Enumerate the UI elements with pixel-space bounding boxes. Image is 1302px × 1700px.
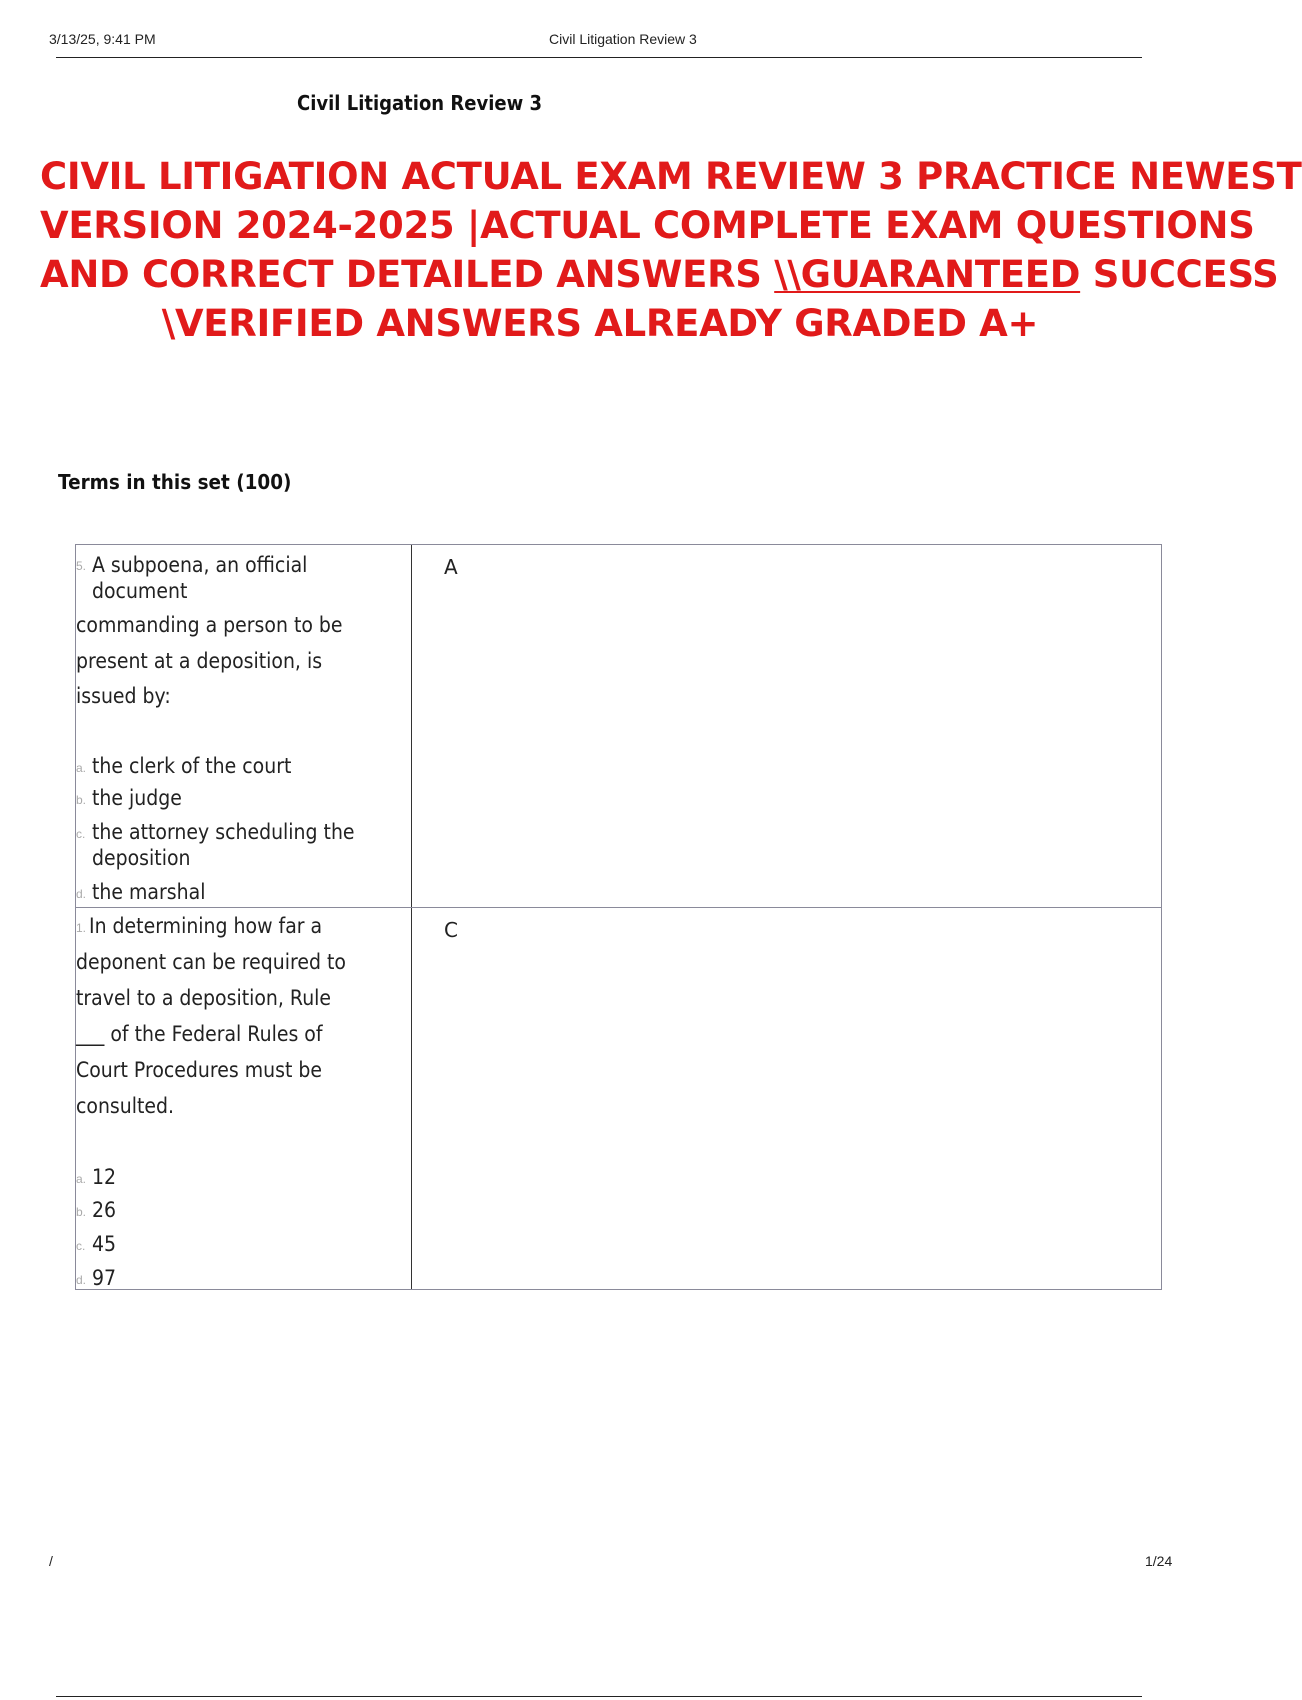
answer-cell	[412, 908, 1161, 1289]
option-marker: d.	[76, 1273, 87, 1287]
option-marker: c.	[76, 1239, 86, 1253]
flashcards-table	[75, 544, 1162, 1290]
headline-line-4: \VERIFIED ANSWERS ALREADY GRADED A+	[161, 302, 1039, 345]
question-text-line: document	[92, 579, 188, 603]
headline-line-3-start: AND CORRECT DETAILED ANSWERS	[40, 253, 775, 296]
question-number-marker: 1.	[76, 921, 87, 935]
option-text: 26	[92, 1198, 117, 1222]
question-text-line: issued by:	[76, 684, 171, 708]
option-marker: a.	[76, 1172, 87, 1186]
option-marker: a.	[76, 761, 87, 775]
question-text-line: ___ of the Federal Rules of	[76, 1022, 323, 1046]
headline-underlined-word: \\GUARANTEED	[774, 253, 1081, 296]
header-divider	[56, 57, 1142, 58]
headline-line-2: VERSION 2024-2025 |ACTUAL COMPLETE EXAM QUESTIONS	[40, 204, 1255, 247]
option-marker: c.	[76, 827, 86, 841]
footer-url: /	[49, 1553, 53, 1569]
option-text: deposition	[92, 846, 191, 870]
option-marker: b.	[76, 793, 87, 807]
option-marker: b.	[76, 1205, 87, 1219]
answer-text: C	[444, 918, 458, 942]
print-title: Civil Litigation Review 3	[549, 31, 697, 47]
print-header	[49, 29, 1142, 57]
question-text-line: commanding a person to be	[76, 613, 343, 637]
document-headline	[40, 152, 1302, 348]
option-text: the attorney scheduling the	[92, 820, 355, 844]
headline-line-3-end: SUCCESS	[1080, 253, 1279, 296]
table-row	[76, 545, 1161, 908]
answer-text: A	[444, 555, 458, 579]
option-text: 97	[92, 1266, 117, 1290]
option-marker: d.	[76, 887, 87, 901]
document-subtitle: Civil Litigation Review 3	[297, 91, 542, 115]
question-text-line: travel to a deposition, Rule	[76, 986, 332, 1010]
table-row	[76, 908, 1161, 1289]
headline-line-3	[40, 250, 1279, 299]
headline-line-1: CIVIL LITIGATION ACTUAL EXAM REVIEW 3 PRACTICE NEWEST	[40, 155, 1302, 198]
question-text-line: deponent can be required to	[76, 950, 346, 974]
term-cell	[76, 908, 412, 1289]
question-text-line: present at a deposition, is	[76, 649, 323, 673]
option-text: the judge	[92, 786, 182, 810]
option-text: 12	[92, 1165, 117, 1189]
question-text-line: Court Procedures must be	[76, 1058, 323, 1082]
question-text-line: A subpoena, an official	[92, 553, 308, 577]
option-text: the marshal	[92, 880, 206, 904]
terms-count-label: Terms in this set (100)	[58, 470, 292, 494]
question-text-line: In determining how far a	[89, 914, 323, 938]
page-number: 1/24	[1145, 1553, 1173, 1569]
question-number-marker: 5.	[76, 559, 87, 573]
option-text: the clerk of the court	[92, 754, 292, 778]
option-text: 45	[92, 1232, 117, 1256]
term-cell	[76, 545, 412, 907]
answer-cell	[412, 545, 1161, 907]
footer-divider	[56, 1696, 1142, 1697]
print-date: 3/13/25, 9:41 PM	[49, 31, 156, 47]
question-text-line: consulted.	[76, 1094, 175, 1118]
